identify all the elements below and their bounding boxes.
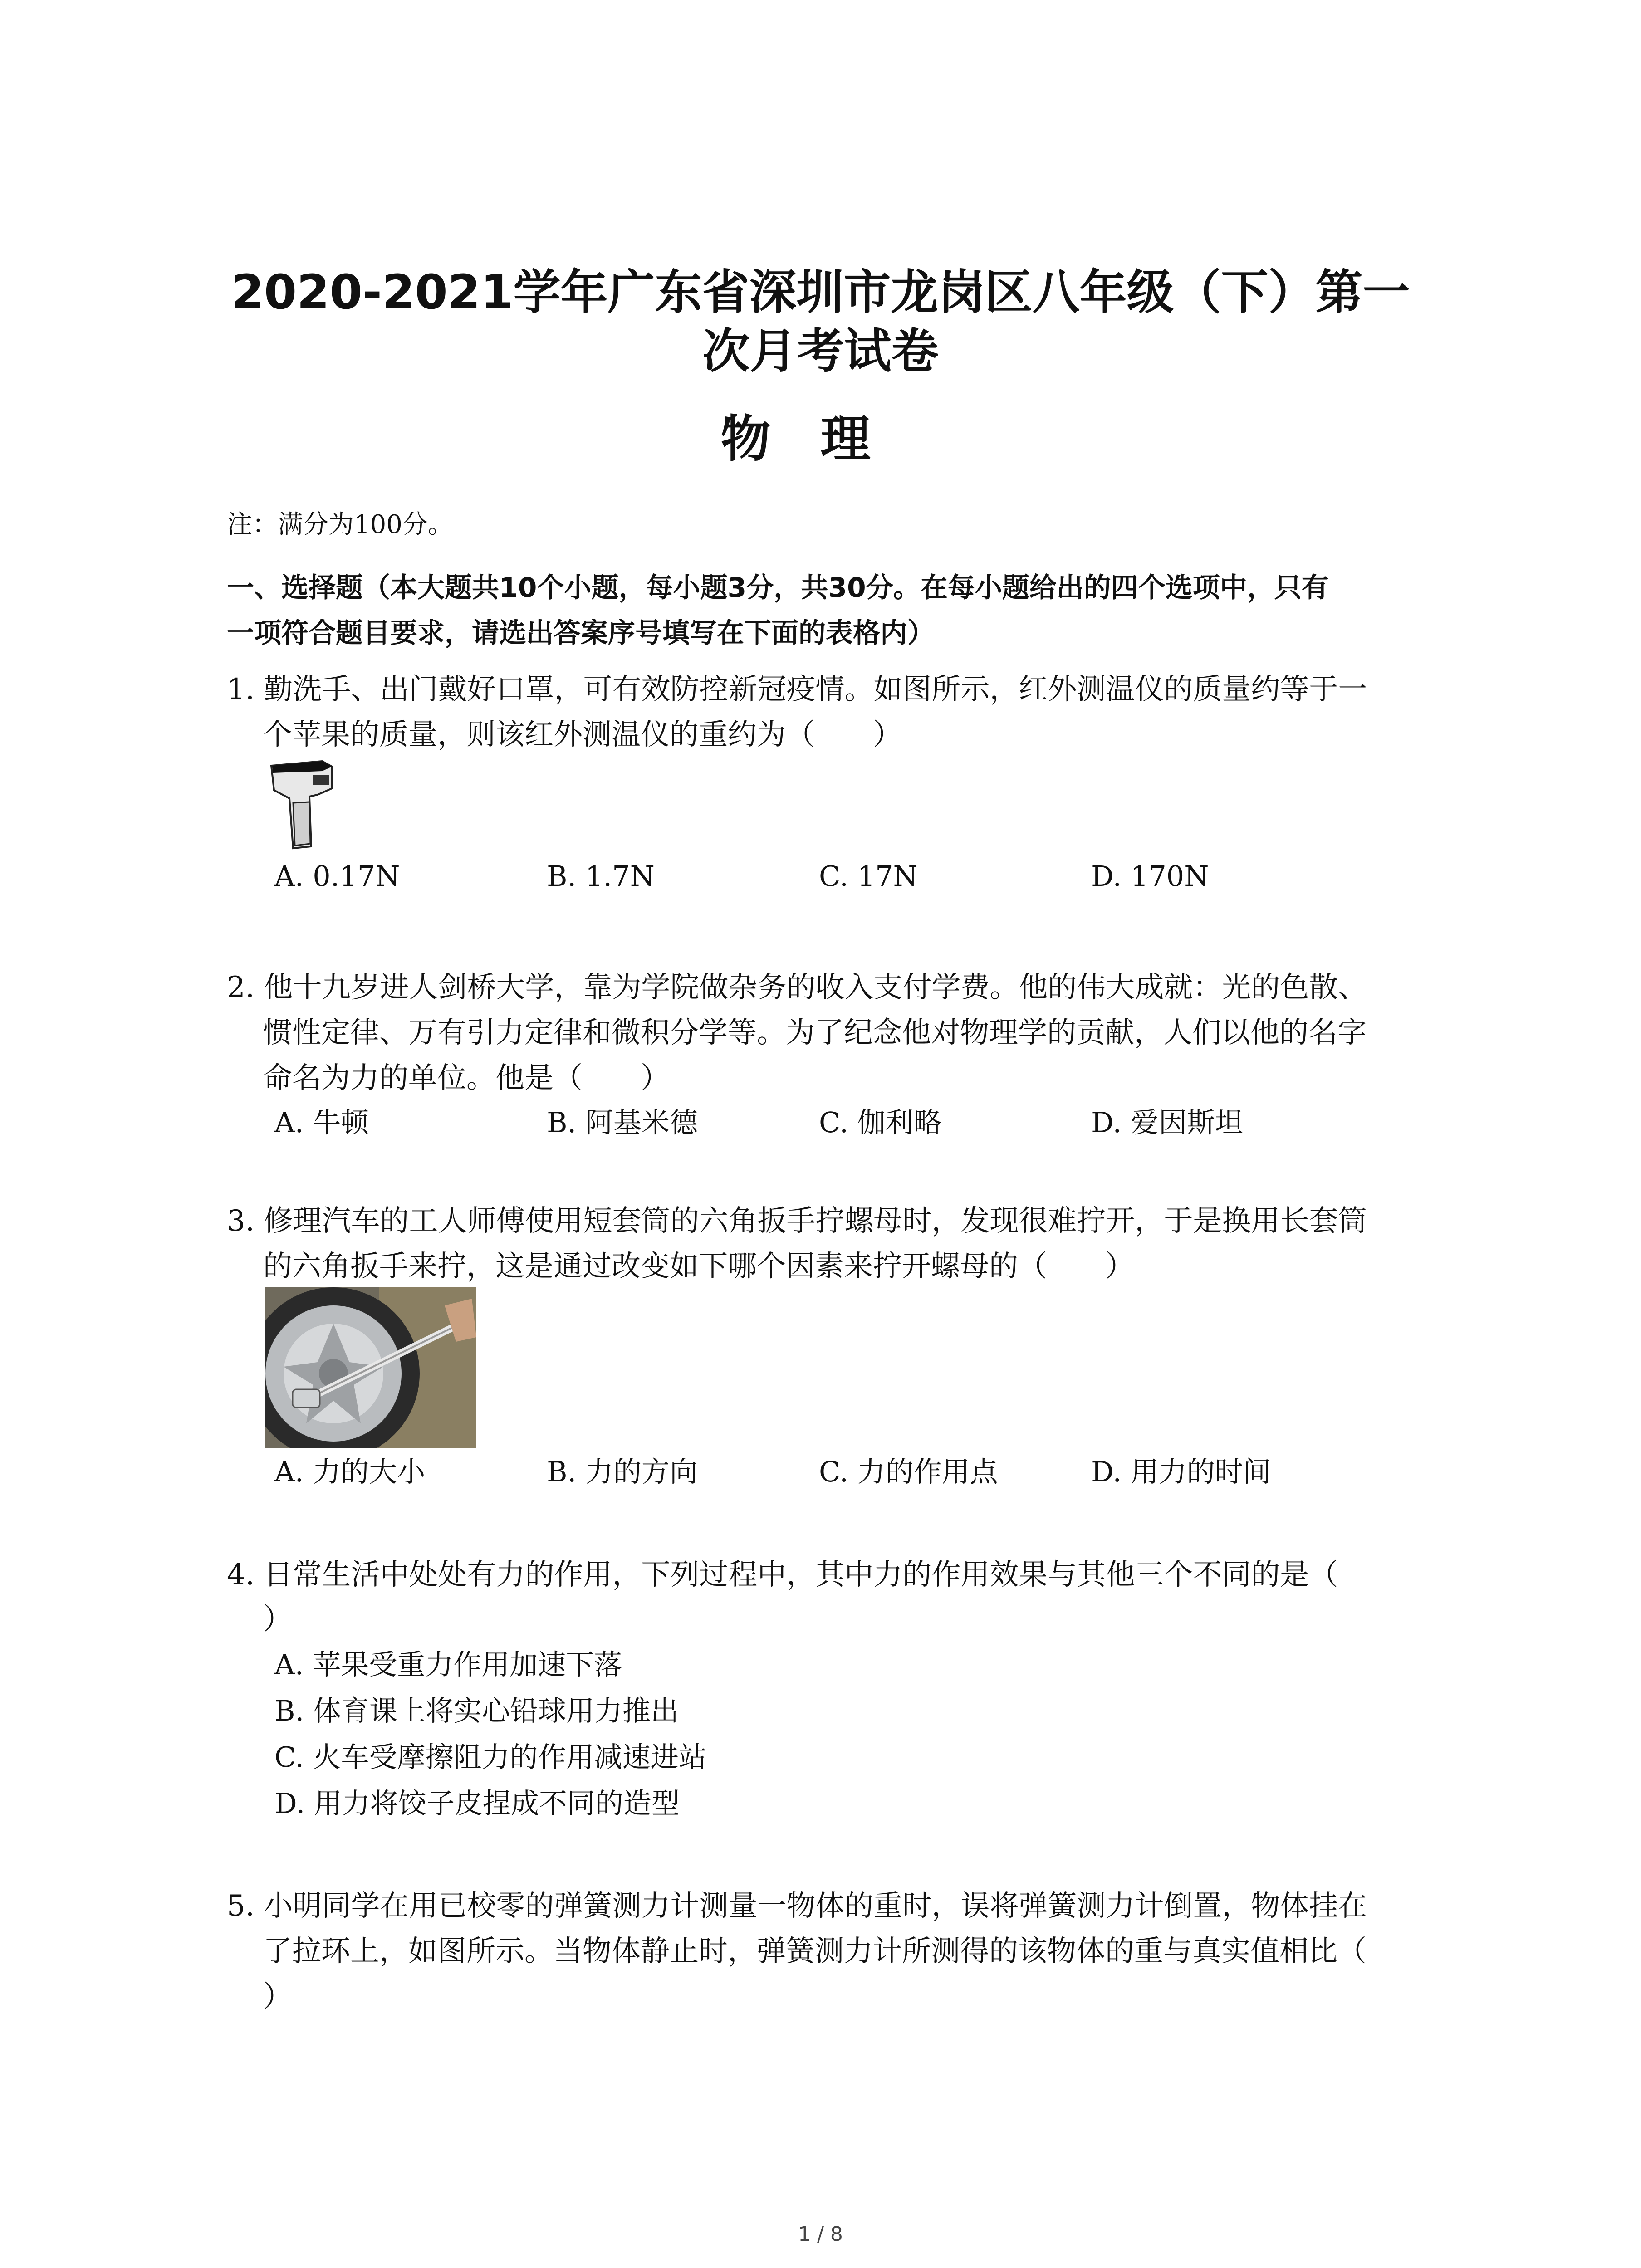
exam-title-line1: 2020-2021学年广东省深圳市龙岗区八年级（下）第一 <box>231 264 1410 320</box>
question-2-option-d: D. 爱因斯坦 <box>1091 1106 1243 1139</box>
question-3-option-a: A. 力的大小 <box>274 1455 426 1488</box>
question-5-line3: ） <box>263 1980 292 2014</box>
question-5-line2: 了拉环上，如图所示。当物体静止时，弹簧测力计所测得的该物体的重与真实值相比（ <box>263 1935 1367 1968</box>
section-header-line1: 一、选择题（本大题共10个小题，每小题3分，共30分。在每小题给出的四个选项中，只有 <box>227 572 1329 604</box>
score-note: 注：满分为100分。 <box>227 510 453 539</box>
exam-title-line2: 次月考试卷 <box>702 323 939 379</box>
question-2-option-a: A. 牛顿 <box>274 1106 369 1139</box>
question-1-line2: 个苹果的质量，则该红外测温仪的重约为（ ） <box>263 718 902 752</box>
subject-title: 物理 <box>720 410 921 468</box>
question-3-option-c: C. 力的作用点 <box>819 1455 998 1488</box>
page-number: 1 / 8 <box>798 2223 843 2246</box>
question-3-line1: 3. 修理汽车的工人师傅使用短套筒的六角扳手拧螺母时，发现很难拧开，于是换用长套筒 <box>227 1204 1367 1238</box>
question-1-option-d: D. 170N <box>1091 860 1209 893</box>
question-2-line1: 2. 他十九岁进人剑桥大学，靠为学院做杂务的收入支付学费。他的伟大成就：光的色散、 <box>227 971 1367 1004</box>
question-1-line1: 1. 勤洗手、出门戴好口罩，可有效防控新冠疫情。如图所示，红外测温仪的质量约等于一 <box>227 673 1367 706</box>
wrench-on-wheel-image <box>265 1287 476 1448</box>
question-4-option-b: B. 体育课上将实心铅球用力推出 <box>274 1694 679 1727</box>
question-3-line2: 的六角扳手来拧，这是通过改变如下哪个因素来拧开螺母的（ ） <box>263 1250 1134 1283</box>
question-1-option-c: C. 17N <box>819 860 918 893</box>
infrared-thermometer-image <box>268 753 336 853</box>
section-header-line2: 一项符合题目要求，请选出答案序号填写在下面的表格内） <box>227 617 935 649</box>
question-1-option-a: A. 0.17N <box>274 860 400 893</box>
question-2-line3: 命名为力的单位。他是（ ） <box>263 1061 670 1095</box>
question-4-option-a: A. 苹果受重力作用加速下落 <box>274 1648 622 1681</box>
question-3-option-d: D. 用力的时间 <box>1091 1455 1271 1488</box>
question-4-option-c: C. 火车受摩擦阻力的作用减速进站 <box>274 1740 707 1774</box>
question-3-option-b: B. 力的方向 <box>547 1455 698 1488</box>
question-1-option-b: B. 1.7N <box>547 860 655 893</box>
question-2-option-b: B. 阿基米德 <box>547 1106 698 1139</box>
question-2-option-c: C. 伽利略 <box>819 1106 942 1139</box>
question-2-line2: 惯性定律、万有引力定律和微积分学等。为了纪念他对物理学的贡献，人们以他的名字 <box>263 1016 1367 1050</box>
question-4-line1: 4. 日常生活中处处有力的作用，下列过程中，其中力的作用效果与其他三个不同的是（ <box>227 1558 1338 1592</box>
question-4-line2: ） <box>263 1603 292 1636</box>
question-5-line1: 5. 小明同学在用已校零的弹簧测力计测量一物体的重时，误将弹簧测力计倒置，物体挂在 <box>227 1889 1367 1923</box>
question-4-option-d: D. 用力将饺子皮捏成不同的造型 <box>274 1787 680 1820</box>
